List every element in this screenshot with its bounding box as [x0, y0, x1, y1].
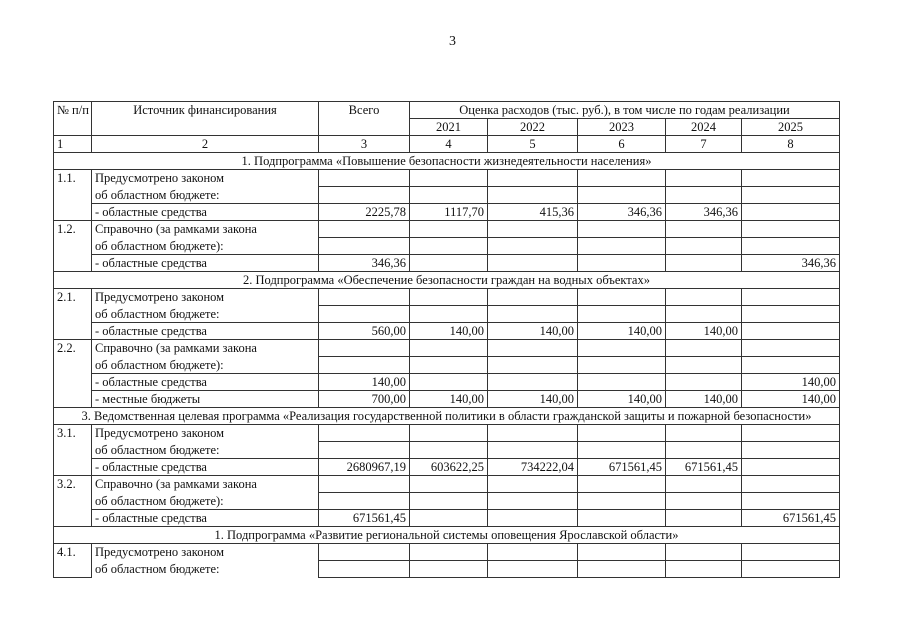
empty-cell [578, 306, 666, 323]
empty-cell [742, 425, 840, 442]
empty-cell [488, 442, 578, 459]
year-value [410, 255, 488, 272]
section-title: 1. Подпрограмма «Развитие региональной системы оповещения Ярославской области» [54, 527, 840, 544]
empty-cell [578, 340, 666, 357]
empty-cell [488, 306, 578, 323]
empty-cell [742, 221, 840, 238]
empty-cell [666, 561, 742, 578]
empty-cell [319, 170, 410, 187]
total-value: 2225,78 [319, 204, 410, 221]
item-label-row [54, 221, 840, 238]
header-row [54, 102, 840, 119]
year-value: 140,00 [666, 391, 742, 408]
funding-row [54, 391, 840, 408]
item-label-line: Справочно (за рамками закона [92, 476, 319, 493]
empty-cell [319, 442, 410, 459]
item-number: 1.1. [54, 170, 92, 221]
item-label-line: Предусмотрено законом [92, 425, 319, 442]
item-number: 3.2. [54, 476, 92, 527]
empty-cell [578, 238, 666, 255]
year-value: 140,00 [488, 323, 578, 340]
header-year: 2024 [666, 119, 742, 136]
year-value: 671561,45 [742, 510, 840, 527]
year-value: 415,36 [488, 204, 578, 221]
empty-cell [666, 493, 742, 510]
empty-cell [742, 561, 840, 578]
empty-cell [488, 493, 578, 510]
empty-cell [410, 187, 488, 204]
empty-cell [666, 476, 742, 493]
empty-cell [319, 238, 410, 255]
item-label-row [54, 340, 840, 357]
item-number: 3.1. [54, 425, 92, 476]
empty-cell [410, 442, 488, 459]
year-value: 346,36 [578, 204, 666, 221]
column-number: 6 [578, 136, 666, 153]
empty-cell [742, 238, 840, 255]
column-number: 1 [54, 136, 92, 153]
funding-source-label: - областные средства [92, 459, 319, 476]
empty-cell [742, 306, 840, 323]
empty-cell [488, 221, 578, 238]
empty-cell [410, 221, 488, 238]
empty-cell [666, 306, 742, 323]
empty-cell [319, 561, 410, 578]
funding-source-label: - областные средства [92, 323, 319, 340]
empty-cell [742, 493, 840, 510]
financing-table [53, 101, 840, 578]
section-title-row [54, 408, 840, 425]
empty-cell [410, 561, 488, 578]
item-label-row [54, 476, 840, 493]
column-number: 8 [742, 136, 840, 153]
item-label-line: об областном бюджете): [92, 238, 319, 255]
header-source: Источник финансирования [92, 102, 319, 136]
section-title-row [54, 272, 840, 289]
empty-cell [410, 357, 488, 374]
year-value [666, 510, 742, 527]
item-label-line: Предусмотрено законом [92, 544, 319, 561]
empty-cell [578, 289, 666, 306]
empty-cell [742, 442, 840, 459]
header-year: 2025 [742, 119, 840, 136]
year-value: 346,36 [666, 204, 742, 221]
empty-cell [742, 544, 840, 561]
empty-cell [488, 187, 578, 204]
item-number: 2.2. [54, 340, 92, 408]
item-label-row [54, 493, 840, 510]
year-value: 140,00 [666, 323, 742, 340]
funding-source-label: - областные средства [92, 204, 319, 221]
empty-cell [666, 221, 742, 238]
year-value: 140,00 [578, 323, 666, 340]
empty-cell [578, 476, 666, 493]
item-label-row [54, 561, 840, 578]
funding-row [54, 510, 840, 527]
empty-cell [319, 476, 410, 493]
item-label-line: об областном бюджете: [92, 306, 319, 323]
empty-cell [488, 289, 578, 306]
empty-cell [742, 340, 840, 357]
item-label-row [54, 187, 840, 204]
funding-row [54, 323, 840, 340]
column-number: 5 [488, 136, 578, 153]
column-number: 7 [666, 136, 742, 153]
total-value: 2680967,19 [319, 459, 410, 476]
total-value: 700,00 [319, 391, 410, 408]
empty-cell [578, 170, 666, 187]
header-total: Всего [319, 102, 410, 136]
year-value: 734222,04 [488, 459, 578, 476]
item-label-row [54, 306, 840, 323]
year-value: 671561,45 [666, 459, 742, 476]
funding-row [54, 255, 840, 272]
item-label-row [54, 289, 840, 306]
empty-cell [666, 340, 742, 357]
header-year: 2022 [488, 119, 578, 136]
empty-cell [742, 187, 840, 204]
empty-cell [666, 442, 742, 459]
empty-cell [488, 357, 578, 374]
header-estimate: Оценка расходов (тыс. руб.), в том числе по годам реализации [410, 102, 840, 119]
item-number: 4.1. [54, 544, 92, 578]
financing-table-body [54, 102, 840, 578]
item-label-line: Справочно (за рамками закона [92, 221, 319, 238]
empty-cell [742, 289, 840, 306]
empty-cell [578, 544, 666, 561]
column-number: 2 [92, 136, 319, 153]
year-value [410, 510, 488, 527]
empty-cell [319, 187, 410, 204]
empty-cell [319, 493, 410, 510]
year-value [578, 510, 666, 527]
item-label-row [54, 425, 840, 442]
empty-cell [578, 187, 666, 204]
page-number: 3 [449, 34, 456, 49]
empty-cell [666, 238, 742, 255]
year-value: 140,00 [410, 391, 488, 408]
empty-cell [742, 476, 840, 493]
empty-cell [578, 442, 666, 459]
year-value: 671561,45 [578, 459, 666, 476]
empty-cell [410, 289, 488, 306]
empty-cell [410, 425, 488, 442]
header-year: 2023 [578, 119, 666, 136]
total-value: 346,36 [319, 255, 410, 272]
year-value [666, 374, 742, 391]
empty-cell [666, 289, 742, 306]
empty-cell [666, 187, 742, 204]
empty-cell [742, 357, 840, 374]
funding-source-label: - областные средства [92, 510, 319, 527]
funding-row [54, 204, 840, 221]
header-num: № п/п [54, 102, 92, 136]
empty-cell [319, 306, 410, 323]
item-label-line: об областном бюджете: [92, 187, 319, 204]
funding-source-label: - областные средства [92, 374, 319, 391]
empty-cell [410, 306, 488, 323]
empty-cell [578, 561, 666, 578]
item-label-line: Справочно (за рамками закона [92, 340, 319, 357]
year-value [578, 255, 666, 272]
empty-cell [319, 425, 410, 442]
year-value: 603622,25 [410, 459, 488, 476]
empty-cell [319, 221, 410, 238]
empty-cell [488, 561, 578, 578]
empty-cell [410, 238, 488, 255]
empty-cell [578, 357, 666, 374]
item-label-row [54, 442, 840, 459]
year-value [666, 255, 742, 272]
year-value: 140,00 [742, 374, 840, 391]
year-value [410, 374, 488, 391]
funding-row [54, 459, 840, 476]
section-title: 3. Ведомственная целевая программа «Реализация государственной политики в области гражданской защиты и пожарной безопасности» [54, 408, 840, 425]
column-number-row [54, 136, 840, 153]
empty-cell [578, 221, 666, 238]
item-label-line: об областном бюджете): [92, 357, 319, 374]
item-label-line: Предусмотрено законом [92, 170, 319, 187]
empty-cell [319, 289, 410, 306]
empty-cell [319, 340, 410, 357]
item-number: 1.2. [54, 221, 92, 272]
empty-cell [410, 493, 488, 510]
section-title: 1. Подпрограмма «Повышение безопасности жизнедеятельности населения» [54, 153, 840, 170]
year-value: 140,00 [742, 391, 840, 408]
funding-source-label: - областные средства [92, 255, 319, 272]
year-value: 140,00 [488, 391, 578, 408]
empty-cell [488, 170, 578, 187]
item-label-line: Предусмотрено законом [92, 289, 319, 306]
year-value [488, 510, 578, 527]
year-value [578, 374, 666, 391]
year-value [742, 459, 840, 476]
empty-cell [488, 238, 578, 255]
empty-cell [488, 340, 578, 357]
empty-cell [319, 357, 410, 374]
item-label-row [54, 544, 840, 561]
section-title: 2. Подпрограмма «Обеспечение безопасности граждан на водных объектах» [54, 272, 840, 289]
empty-cell [666, 544, 742, 561]
section-title-row [54, 527, 840, 544]
year-value: 1117,70 [410, 204, 488, 221]
empty-cell [742, 170, 840, 187]
item-label-line: об областном бюджете: [92, 442, 319, 459]
total-value: 671561,45 [319, 510, 410, 527]
empty-cell [319, 544, 410, 561]
funding-source-label: - местные бюджеты [92, 391, 319, 408]
section-title-row [54, 153, 840, 170]
year-value [488, 255, 578, 272]
year-value: 140,00 [578, 391, 666, 408]
item-label-row [54, 170, 840, 187]
item-label-line: об областном бюджете: [92, 561, 319, 578]
funding-row [54, 374, 840, 391]
empty-cell [666, 357, 742, 374]
empty-cell [410, 340, 488, 357]
empty-cell [666, 425, 742, 442]
item-label-row [54, 357, 840, 374]
empty-cell [488, 476, 578, 493]
empty-cell [488, 425, 578, 442]
year-value [742, 204, 840, 221]
item-number: 2.1. [54, 289, 92, 340]
year-value [488, 374, 578, 391]
column-number: 3 [319, 136, 410, 153]
header-year: 2021 [410, 119, 488, 136]
column-number: 4 [410, 136, 488, 153]
empty-cell [578, 493, 666, 510]
item-label-row [54, 238, 840, 255]
empty-cell [666, 170, 742, 187]
year-value: 140,00 [410, 323, 488, 340]
empty-cell [410, 544, 488, 561]
empty-cell [410, 476, 488, 493]
year-value: 346,36 [742, 255, 840, 272]
empty-cell [410, 170, 488, 187]
item-label-line: об областном бюджете): [92, 493, 319, 510]
total-value: 560,00 [319, 323, 410, 340]
year-value [742, 323, 840, 340]
empty-cell [488, 544, 578, 561]
empty-cell [578, 425, 666, 442]
total-value: 140,00 [319, 374, 410, 391]
